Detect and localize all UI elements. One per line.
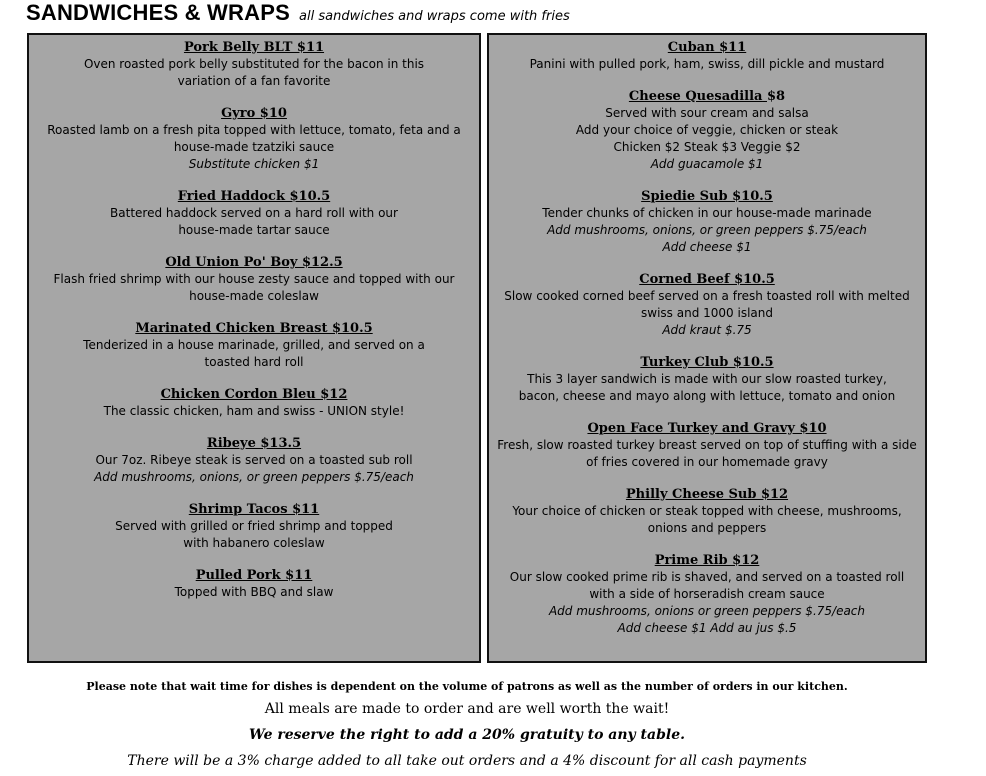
right-menu-column: [487, 33, 927, 663]
charges-note: There will be a 3% charge added to all take out orders and a 4% discount for all cash payments: [127, 753, 807, 769]
menu-item-name: [489, 552, 925, 569]
menu-item-title: Ribeye $13.5: [206, 436, 302, 451]
menu-item-description: Oven roasted pork belly substituted for the bacon in this: [83, 57, 425, 71]
menu-item-title: Prime Rib $12: [654, 553, 760, 568]
menu-item: [29, 435, 479, 486]
menu-item-description: swiss and 1000 island: [641, 306, 773, 320]
menu-item-name: [489, 271, 925, 288]
menu-item-description: house-made tzatziki sauce: [173, 140, 335, 154]
menu-item-description: Served with grilled or fried shrimp and topped: [115, 519, 393, 533]
menu-item-description: bacon, cheese and mayo along with lettuce, tomato and onion: [518, 389, 896, 403]
menu-item-name: [489, 420, 925, 437]
menu-item-description: toasted hard roll: [204, 355, 304, 369]
menu-item-addon: Add mushrooms, onions, or green peppers $.75/each: [94, 470, 414, 484]
menu-item-title: Cuban $11: [667, 40, 747, 55]
menu-item-name: [489, 188, 925, 205]
menu-item-title: Marinated Chicken Breast $10.5: [135, 321, 373, 336]
menu-item: [489, 420, 925, 471]
made-to-order-note: All meals are made to order and are well worth the wait!: [264, 701, 670, 717]
menu-item: [29, 39, 479, 90]
menu-item-description: house-made coleslaw: [189, 289, 319, 303]
menu-item-title: Pulled Pork $11: [195, 568, 313, 583]
wait-time-note: Please note that wait time for dishes is dependent on the volume of patrons as well as the number of orders in our kitchen.: [86, 680, 848, 693]
menu-item: [489, 552, 925, 637]
menu-item-title: Shrimp Tacos $11: [188, 502, 320, 517]
section-title: SANDWICHES & WRAPS: [26, 0, 290, 25]
menu-item-description: onions and peppers: [647, 521, 767, 535]
menu-item: [489, 188, 925, 256]
menu-item-title: Fried Haddock $10.5: [177, 189, 331, 204]
menu-item-description: Your choice of chicken or steak topped with cheese, mushrooms,: [512, 504, 902, 518]
menu-item-description: Add your choice of veggie, chicken or steak: [575, 123, 839, 137]
menu-item-description: Fresh, slow roasted turkey breast served on top of stuffing with a side: [497, 438, 917, 452]
menu-item-description: with a side of horseradish cream sauce: [589, 587, 825, 601]
menu-item: [29, 320, 479, 371]
menu-item-description: This 3 layer sandwich is made with our slow roasted turkey,: [527, 372, 887, 386]
menu-item: [29, 501, 479, 552]
menu-item: [489, 88, 925, 173]
menu-item-title: Gyro $10: [221, 106, 287, 121]
menu-item-name: [29, 39, 479, 56]
menu-item-name: [29, 188, 479, 205]
menu-item-title: Cheese Quesadilla: [628, 89, 763, 104]
menu-item-addon: Add cheese $1: [662, 240, 752, 254]
menu-item: [29, 105, 479, 173]
menu-item-title: Spiedie Sub $10.5: [641, 189, 773, 204]
menu-item-addon: Add kraut $.75: [662, 323, 752, 337]
menu-item-name: [29, 386, 479, 403]
menu-item: [29, 188, 479, 239]
menu-item-name: [29, 435, 479, 452]
left-menu-column: [27, 33, 481, 663]
menu-item: [489, 39, 925, 73]
gratuity-note: We reserve the right to add a 20% gratuity to any table.: [248, 727, 685, 743]
menu-item-description: of fries covered in our homemade gravy: [586, 455, 828, 469]
menu-item-description: Topped with BBQ and slaw: [174, 585, 334, 599]
menu-item-addon: Add mushrooms, onions or green peppers $.75/each: [548, 604, 866, 618]
menu-item-title: Corned Beef $10.5: [639, 272, 775, 287]
menu-item: [489, 271, 925, 339]
menu-item: [489, 354, 925, 405]
menu-item-description: Tender chunks of chicken in our house-made marinade: [542, 206, 872, 220]
menu-item-name: [489, 486, 925, 503]
menu-item-description: Our 7oz. Ribeye steak is served on a toasted sub roll: [95, 453, 413, 467]
menu-item-description: variation of a fan favorite: [177, 74, 331, 88]
menu-item-description: with habanero coleslaw: [183, 536, 325, 550]
menu-item-description: Our slow cooked prime rib is shaved, and served on a toasted roll: [509, 570, 905, 584]
menu-item-name: [489, 354, 925, 371]
menu-header: [26, 0, 570, 26]
menu-item-title: Chicken Cordon Bleu $12: [160, 387, 348, 402]
menu-item-description: house-made tartar sauce: [178, 223, 330, 237]
menu-item-description: Slow cooked corned beef served on a fresh toasted roll with melted: [504, 289, 910, 303]
menu-item-title: Turkey Club $10.5: [640, 355, 774, 370]
menu-item-description: Battered haddock served on a hard roll with our: [110, 206, 398, 220]
menu-item: [29, 386, 479, 420]
menu-item-title: Open Face Turkey and Gravy $10: [587, 421, 827, 436]
menu-item-title: Pork Belly BLT $11: [183, 40, 325, 55]
menu-item: [489, 486, 925, 537]
section-subtitle: all sandwiches and wraps come with fries: [299, 9, 570, 24]
menu-item: [29, 254, 479, 305]
menu-item-name: [29, 567, 479, 584]
menu-item-name: [29, 501, 479, 518]
menu-item-addon: Add guacamole $1: [650, 157, 764, 171]
menu-item-addon: Add cheese $1 Add au jus $.5: [617, 621, 797, 635]
menu-item-description: The classic chicken, ham and swiss - UNION style!: [103, 404, 405, 418]
menu-item-addon: Add mushrooms, onions, or green peppers $.75/each: [547, 223, 867, 237]
menu-item-description: Flash fried shrimp with our house zesty sauce and topped with our: [53, 272, 455, 286]
menu-item-title: Old Union Po' Boy $12.5: [165, 255, 343, 270]
menu-item-description: Roasted lamb on a fresh pita topped with lettuce, tomato, feta and a: [47, 123, 461, 137]
menu-item-name: [29, 254, 479, 271]
menu-item-description: Served with sour cream and salsa: [605, 106, 809, 120]
menu-item: [29, 567, 479, 601]
menu-item-addon: Substitute chicken $1: [188, 157, 320, 171]
menu-item-title: Philly Cheese Sub $12: [625, 487, 789, 502]
menu-item-price: $8: [767, 89, 786, 104]
menu-item-name: [29, 320, 479, 337]
menu-item-description: Tenderized in a house marinade, grilled, and served on a: [83, 338, 425, 352]
menu-item-description: Panini with pulled pork, ham, swiss, dill pickle and mustard: [529, 57, 885, 71]
menu-item-name: [489, 88, 925, 105]
menu-item-name: [29, 105, 479, 122]
menu-item-description: Chicken $2 Steak $3 Veggie $2: [613, 140, 801, 154]
menu-item-name: [489, 39, 925, 56]
